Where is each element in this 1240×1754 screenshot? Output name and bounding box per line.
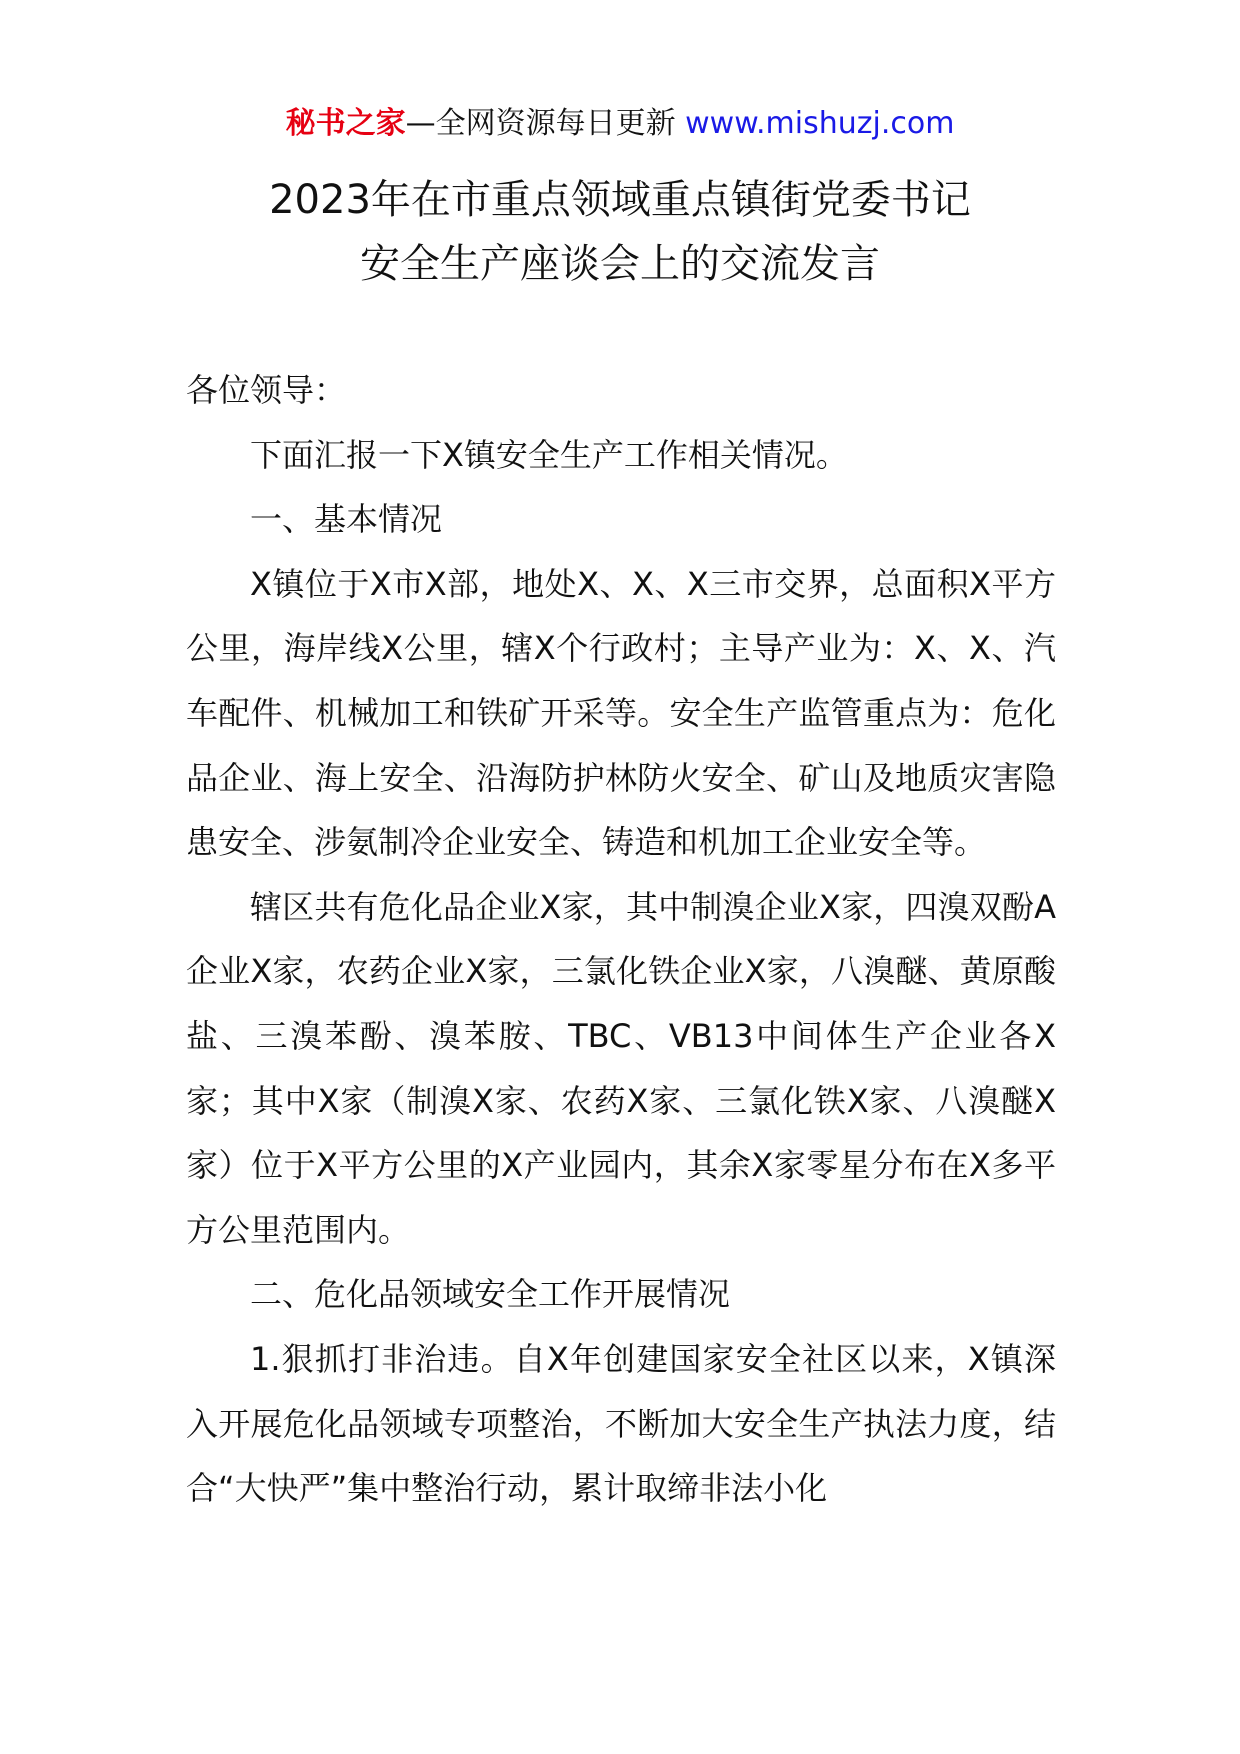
section-heading-1: 一、基本情况 — [250, 500, 443, 539]
salutation: 各位领导： — [186, 371, 347, 409]
watermark-slogan: —全网资源每日更新 — [405, 106, 676, 141]
watermark-url: www.mishuzj.com — [685, 106, 955, 141]
watermark-brand: 秘书之家 — [285, 106, 406, 141]
title-line-1: 2023年在市重点领域重点镇街党委书记 — [269, 177, 971, 223]
document-title — [0, 168, 1240, 296]
intro-paragraph: 下面汇报一下X镇安全生产工作相关情况。 — [250, 435, 848, 474]
section-heading-2: 二、危化品领域安全工作开展情况 — [250, 1275, 731, 1314]
title-line-2: 安全生产座谈会上的交流发言 — [360, 241, 880, 287]
paragraph-basic-info: X镇位于X市X部，地处X、X、X三市交界，总面积X平方公里，海岸线X公里，辖X个行政村；主导产业为：X、X、汽车配件、机械加工和铁矿开采等。安全生产监管重点为：危化品企业、海上安全、沿海防护林防火安全、矿山及地质灾害隐患安全、涉氨制冷企业安全、铸造和机加工企业安全等。 — [186, 564, 1056, 862]
paragraph-enforcement: 1.狠抓打非治违。自X年创建国家安全社区以来，X镇深入开展危化品领域专项整治，不断加大安全生产执法力度，结合“大快严”集中整治行动，累计取缔非法小化 — [186, 1339, 1056, 1508]
paragraph-enterprises: 辖区共有危化品企业X家，其中制溴企业X家，四溴双酚A企业X家，农药企业X家，三氯化铁企业X家，八溴醚、黄原酸盐、三溴苯酚、溴苯胺、TBC、VB13中间体生产企业各X家；其中X家（制溴X家、农药X家、三氯化铁X家、八溴醚X家）位于X平方公里的X产业园内，其余X家零星分布在X多平方公里范围内。 — [186, 887, 1056, 1249]
document-body — [186, 358, 1056, 1521]
site-watermark — [0, 104, 1240, 144]
